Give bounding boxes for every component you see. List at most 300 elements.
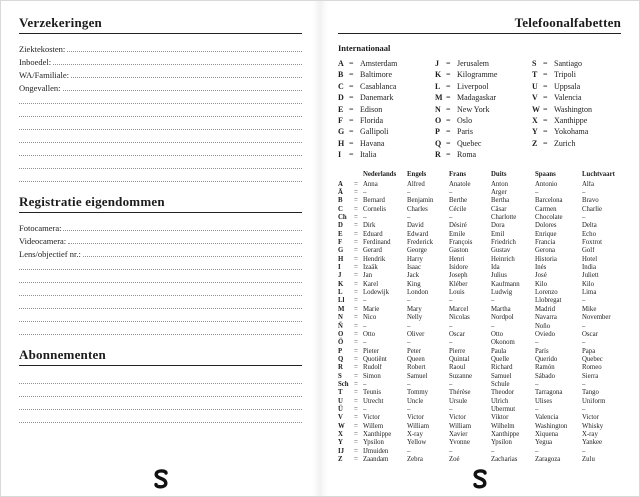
equals-sign: = [354,214,358,222]
table-cell: Quebec [582,355,603,363]
intl-word: Florida [360,116,384,126]
table-cell: – [449,405,453,413]
intl-entry [338,115,427,126]
row-letter: Z [338,456,343,463]
table-cell: Bertha [491,197,510,205]
equals-sign: = [354,456,358,463]
row-letter: C [338,205,343,213]
table-cell: Bravo [582,197,599,205]
column-header: Spaans [535,170,556,178]
equals-sign: = [543,59,548,68]
table-cell: Nicolas [449,314,470,322]
intl-letter: X [532,116,538,126]
equals-sign: = [354,205,358,213]
equals-sign: = [354,422,358,430]
equals-sign: = [354,264,358,272]
table-cell: Victor [449,414,466,422]
equals-sign: = [543,138,548,148]
intl-letter: C [338,81,344,91]
table-cell: Lorenzo [535,289,558,297]
succes-logo [153,469,169,489]
table-cell: Oscar [449,330,465,338]
table-cell: Sábado [535,372,556,380]
section-3 [19,347,302,425]
blank-line [19,373,302,386]
equals-sign: = [349,150,354,160]
equals-sign: = [446,127,451,137]
intl-entry [532,58,621,69]
blank-line [19,106,302,119]
intl-word: Liverpool [457,81,489,91]
table-cell: Victor [582,414,599,422]
row-letter: Ll [338,297,345,305]
table-cell: Francia [535,239,556,247]
intl-entry [532,104,621,115]
dotted-leader [19,409,302,410]
table-row [338,398,621,406]
line-label: Ongevallen: [19,83,61,93]
table-cell: Xavier [449,430,468,438]
intl-entry [435,92,524,103]
intl-word: Zurich [554,138,576,148]
labeled-line [19,246,302,259]
intl-letter: F [338,116,343,126]
table-row [338,264,621,272]
table-cell: Pieter [363,347,379,355]
table-cell: X-ray [407,430,423,438]
equals-sign: = [446,116,451,126]
intl-entry [532,138,621,149]
intl-entry [532,115,621,126]
intl-letter: Z [532,138,538,148]
intl-word: Havana [360,138,385,148]
equals-sign: = [354,389,358,397]
equals-sign: = [354,355,358,363]
table-cell: Otto [491,330,504,338]
table-cell: Gerard [363,247,382,255]
equals-sign: = [543,93,548,103]
table-cell: Hendrik [363,255,386,263]
table-cell: Inés [535,264,547,272]
table-cell: Utrecht [363,397,384,405]
intl-letter: Y [532,127,538,137]
dotted-leader [19,103,302,104]
equals-sign: = [354,430,358,438]
table-cell: King [407,280,421,288]
table-cell: Joseph [449,272,468,280]
intl-entry [435,81,524,92]
intl-word: Casablanca [360,81,397,91]
intl-entry [435,138,524,149]
equals-sign: = [349,81,354,91]
table-cell: Gustav [491,247,511,255]
equals-sign: = [354,330,358,338]
table-cell: Historia [535,255,557,263]
table-cell: – [449,297,453,305]
table-cell: India [582,264,596,272]
intl-word: Gallipoli [360,127,389,137]
equals-sign: = [354,439,358,447]
table-cell: Golf [582,247,595,255]
intl-letter: B [338,70,344,80]
table-cell: Eduard [363,230,383,238]
table-row [338,306,621,314]
table-cell: Ärger [491,189,507,196]
table-cell: Ramón [535,364,555,372]
table-row [338,323,621,331]
table-cell: – [582,322,586,330]
table-cell: Wilhelm [491,422,515,430]
table-cell: Richard [491,364,513,372]
table-cell: – [363,322,367,330]
table-cell: Bernard [363,197,385,205]
equals-sign: = [349,104,354,114]
table-cell: Suzanne [449,372,473,380]
dotted-leader [19,334,302,335]
table-cell: Teunis [363,389,382,397]
equals-sign: = [543,116,548,126]
labeled-line [19,67,302,80]
section-rule [19,365,302,366]
equals-sign: = [354,364,358,372]
table-cell: – [535,405,539,413]
table-cell: Carmen [535,205,557,213]
equals-sign: = [354,289,358,297]
line-label: Fotocamera: [19,223,62,233]
right-page [320,1,639,496]
dotted-leader [19,321,302,322]
table-cell: Otto [363,330,376,338]
table-cell: – [535,339,539,347]
equals-sign: = [349,127,354,137]
equals-sign: = [446,104,451,114]
equals-sign: = [446,81,451,91]
blank-line [19,311,302,324]
table-cell: – [535,380,539,388]
table-cell: Zaragoza [535,456,561,463]
table-cell: París [535,347,549,355]
table-cell: George [407,247,427,255]
dotted-leader [19,308,302,309]
labeled-line [19,54,302,67]
table-cell: – [363,214,367,222]
intl-word: Washington [554,104,593,114]
table-row [338,389,621,397]
table-cell: Cornelis [363,205,387,213]
equals-sign: = [349,116,354,126]
table-cell: Oviedo [535,330,556,338]
table-row [338,281,621,289]
equals-sign: = [543,104,548,114]
table-cell: Nelly [407,314,423,322]
dotted-leader [19,155,302,156]
table-cell: Valencia [535,414,559,422]
table-cell: Oscar [582,330,598,338]
table-row [338,314,621,322]
intl-entry [338,126,427,137]
intl-letter: A [338,59,344,68]
row-letter: D [338,222,343,230]
page-title: Telefoonalfabetten [514,15,621,30]
equals-sign: = [446,138,451,148]
equals-sign: = [354,230,358,238]
section-1 [19,15,302,184]
line-label: Ziektekosten: [19,44,66,54]
dotted-leader [19,269,302,270]
dotted-leader [68,243,302,244]
language-alphabet-table [338,170,621,465]
succes-logo-glyph [153,469,169,489]
table-cell: – [363,405,367,413]
table-row [338,381,621,389]
intl-letter: P [435,127,440,137]
table-cell: – [407,214,411,222]
blank-line [19,386,302,399]
table-cell: Xiquena [535,430,559,438]
table-cell: Benjamin [407,197,434,205]
column-header: Duits [491,170,507,178]
table-row [338,364,621,372]
table-cell: Ulrich [491,397,509,405]
table-cell: Yankee [582,439,603,447]
table-cell: Juliett [582,272,599,280]
intl-letter: I [338,150,342,160]
blank-line [19,412,302,425]
intl-letter: N [435,104,441,114]
row-letter: IJ [338,447,345,455]
dotted-leader [19,129,302,130]
table-cell: Ludwig [491,289,513,297]
table-cell: Henri [449,255,465,263]
table-cell: Isidore [449,264,468,272]
intl-letter: S [532,59,537,68]
table-cell: – [407,380,411,388]
table-cell: – [449,189,453,196]
table-cell: Zacharias [491,456,518,463]
intl-word: Santiago [554,59,582,68]
table-cell: Peter [407,347,421,355]
table-cell: Alfa [582,180,595,188]
table-cell: Victor [363,414,380,422]
row-letter: T [338,389,343,397]
intl-entry [338,138,427,149]
row-letter: Ñ [338,322,343,330]
table-cell: Delta [582,222,597,230]
section-title: Verzekeringen [19,15,102,30]
dotted-leader [19,383,302,384]
equals-sign: = [354,447,358,455]
column-header: Frans [449,170,466,178]
table-cell: Papa [582,347,596,355]
intl-word: Xanthippe [554,116,588,126]
equals-sign: = [349,93,354,103]
table-cell: Yellow [407,439,427,447]
equals-sign: = [354,305,358,313]
table-cell: Anatole [449,180,471,188]
intl-entry [338,104,427,115]
table-row [338,456,621,464]
row-letter: Sch [338,380,349,388]
table-cell: Kilo [535,280,548,288]
row-letter: S [338,372,342,380]
table-row [338,189,621,197]
equals-sign: = [354,272,358,280]
table-cell: Schule [491,380,510,388]
international-columns [338,58,621,161]
intl-word: Danemark [360,93,394,103]
row-letter: G [338,247,344,255]
line-label: Inboedel: [19,57,52,67]
row-letter: V [338,414,343,422]
table-cell: Tommy [407,389,429,397]
row-letter: E [338,230,343,238]
table-cell: – [449,339,453,347]
table-cell: – [407,405,411,413]
table-cell: Raoul [449,364,466,372]
table-cell: – [582,447,586,455]
table-cell: Pierre [449,347,466,355]
intl-entry [435,104,524,115]
table-cell: – [535,189,539,196]
blank-line [19,399,302,412]
table-row [338,373,621,381]
column-header: Engels [407,170,427,178]
table-cell: Alfred [407,180,425,188]
table-cell: Ñoño [535,322,551,330]
row-letter: J [338,272,342,280]
table-cell: Madrid [535,305,556,313]
intl-word: Yokohama [554,127,589,137]
equals-sign: = [349,70,354,80]
row-letter: W [338,422,345,430]
equals-sign: = [354,372,358,380]
intl-column-3 [532,58,621,161]
table-cell: Hotel [582,255,598,263]
intl-letter: E [338,104,344,114]
international-label: Internationaal [338,43,391,53]
equals-sign: = [354,314,358,322]
section-rule [19,33,302,34]
table-cell: Querido [535,355,558,363]
dotted-leader [53,64,302,65]
table-cell: Llobregat [535,297,562,305]
equals-sign: = [543,70,548,80]
equals-sign: = [354,239,358,247]
intl-entry [435,149,524,160]
intl-letter: Q [435,138,442,148]
equals-sign: = [354,197,358,205]
table-cell: Isaac [407,264,421,272]
table-cell: Louis [449,289,465,297]
table-cell: Emil [491,230,505,238]
table-cell: – [449,380,453,388]
table-row [338,439,621,447]
intl-letter: R [435,150,441,160]
intl-letter: M [435,93,443,103]
equals-sign: = [354,405,358,413]
table-cell: Sierra [582,372,599,380]
row-letter: X [338,430,343,438]
section-2 [19,194,302,337]
table-cell: Anton [491,180,508,188]
blank-line [19,298,302,311]
table-cell: Gaston [449,247,469,255]
intl-letter: K [435,70,442,80]
table-cell: – [491,447,495,455]
equals-sign: = [446,59,451,68]
title-rule [338,33,621,34]
row-letter: Q [338,355,344,363]
equals-sign: = [543,127,548,137]
table-cell: Foxtrot [582,239,603,247]
dotted-leader [19,181,302,182]
dotted-leader [19,422,302,423]
dotted-leader [19,295,302,296]
equals-sign: = [354,322,358,330]
intl-word: Valencia [554,93,582,103]
intl-letter: T [532,70,538,80]
table-cell: Martha [491,305,511,313]
intl-letter: J [435,59,439,68]
table-row [338,348,621,356]
row-letter: Y [338,439,343,447]
dotted-leader [63,90,302,91]
dotted-leader [19,396,302,397]
intl-entry [338,81,427,92]
intl-column-1 [338,58,427,161]
table-cell: – [582,189,586,196]
dotted-leader [19,142,302,143]
table-cell: Yvonne [449,439,470,447]
table-cell: – [582,405,586,413]
table-cell: Kléber [449,280,468,288]
table-cell: Charlotte [491,214,517,222]
table-cell: – [582,297,586,305]
table-row [338,239,621,247]
intl-word: Italia [360,150,377,160]
table-cell: Karel [363,280,379,288]
row-letter: P [338,347,343,355]
table-cell: Washington [535,422,568,430]
table-cell: Friedrich [491,239,516,247]
intl-word: Oslo [457,116,473,126]
intl-entry [532,81,621,92]
table-cell: Lodewijk [363,289,390,297]
table-cell: Julius [491,272,507,280]
table-row [338,214,621,222]
table-cell: Willem [363,422,384,430]
row-letter: R [338,364,343,372]
table-cell: – [491,322,495,330]
table-cell: Cäsar [491,205,507,213]
table-cell: François [449,239,473,247]
blank-line [19,171,302,184]
equals-sign: = [354,255,358,263]
equals-sign: = [354,189,358,196]
intl-entry [338,69,427,80]
equals-sign: = [354,397,358,405]
table-cell: – [363,189,367,196]
table-cell: Edward [407,230,429,238]
table-cell: – [582,380,586,388]
equals-sign: = [446,93,451,103]
equals-sign: = [354,297,358,305]
table-row [338,331,621,339]
table-cell: Berthe [449,197,468,205]
table-cell: José [535,272,547,280]
table-cell: Tarragona [535,389,563,397]
table-cell: Thérèse [449,389,471,397]
